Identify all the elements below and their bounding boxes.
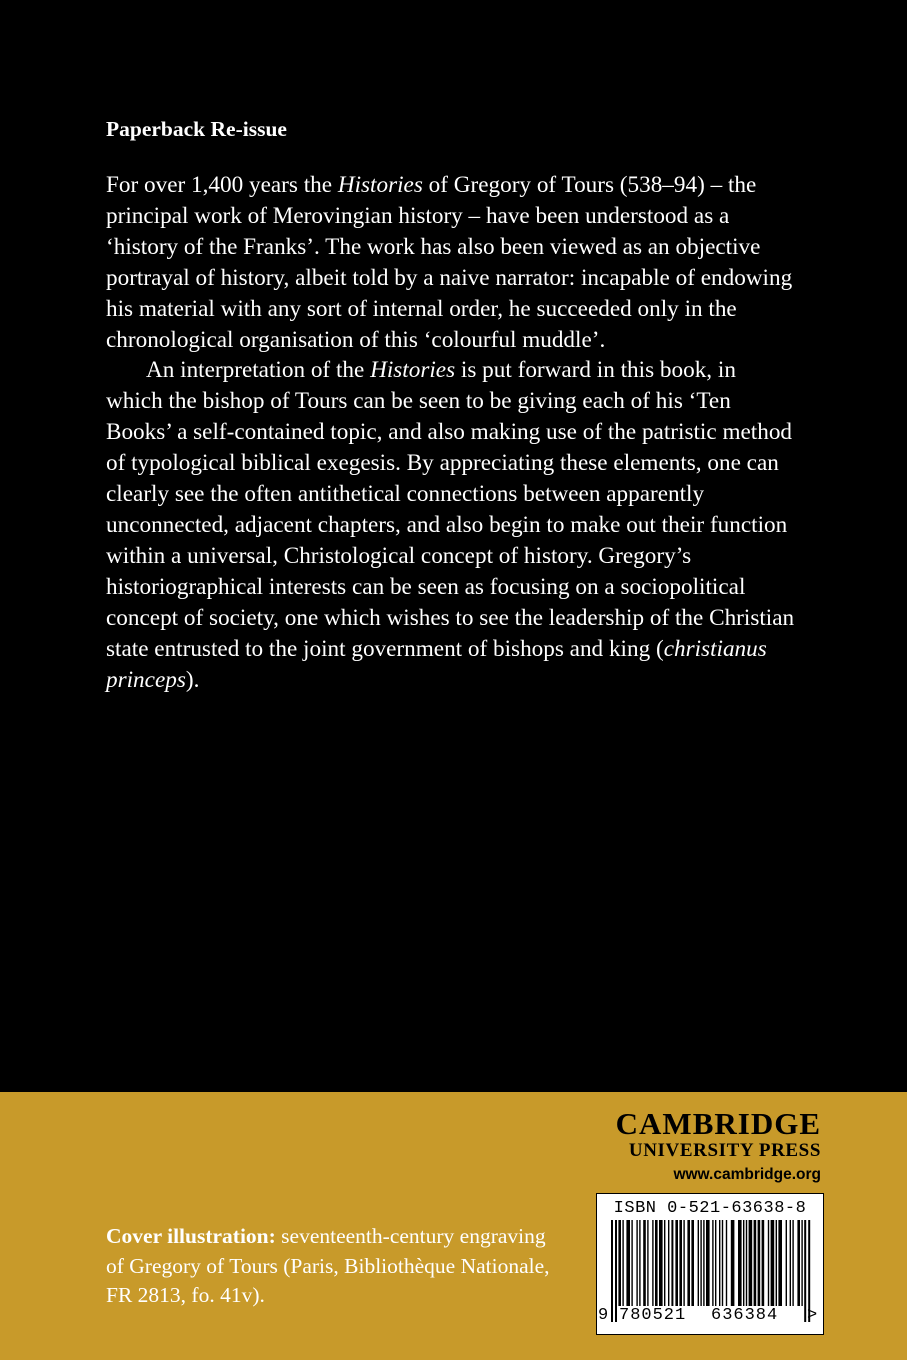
credit-text: seventeenth-century engraving of Gregory of Tours (Paris, Bibliothèque Nationale, FR 2813, fo. 41v). bbox=[106, 1224, 550, 1307]
barcode-bar bbox=[762, 1220, 765, 1306]
publisher-block bbox=[616, 1108, 821, 1186]
barcode-bar bbox=[668, 1220, 669, 1306]
blurb-p2-part-2: Histories bbox=[370, 357, 456, 384]
blurb-text bbox=[106, 170, 796, 695]
blurb-p2-part-4: christianus princeps bbox=[106, 635, 767, 693]
blurb-paragraph-1 bbox=[106, 170, 796, 355]
barcode-bar bbox=[749, 1220, 753, 1306]
barcode-bar bbox=[726, 1220, 727, 1306]
barcode-bar bbox=[618, 1220, 621, 1306]
blurb-p1-part-3: of Gregory of Tours (538–94) – the principal work of Merovingian history – have been understood as a ‘history of the Franks’. The work has also been viewed as an objective portrayal of history, albeit told by a naive narrator: incapable of endowing his material with any sort of internal order, he succeeded only in the chronological organisation of this ‘colourful muddle’. bbox=[106, 172, 793, 353]
barcode-bar bbox=[687, 1220, 690, 1306]
barcode-bar bbox=[771, 1220, 775, 1306]
barcode-bar bbox=[804, 1220, 806, 1322]
barcode-bar bbox=[683, 1220, 684, 1306]
blurb-p1-part-2: Histories bbox=[337, 172, 423, 198]
barcode-bar bbox=[703, 1220, 704, 1306]
ean-first-digit: 9 bbox=[598, 1306, 609, 1325]
barcode-bar bbox=[790, 1220, 791, 1306]
barcode-bar bbox=[712, 1220, 713, 1306]
blurb-p2-part-1: An interpretation of the bbox=[146, 357, 371, 384]
blurb-p1-part-1: For over 1,400 years the bbox=[106, 172, 338, 198]
publisher-url: www.cambridge.org bbox=[673, 1166, 821, 1183]
ean-left-group: 780521 bbox=[619, 1306, 687, 1325]
barcode-bar bbox=[746, 1220, 747, 1306]
barcode-bar bbox=[758, 1220, 761, 1306]
barcode-bar bbox=[679, 1220, 682, 1306]
barcode-bar bbox=[786, 1220, 787, 1306]
barcode-bar bbox=[700, 1220, 701, 1306]
ean-right-group: 636384 bbox=[711, 1306, 779, 1325]
barcode-bar bbox=[652, 1220, 653, 1306]
barcode-bar bbox=[738, 1220, 742, 1306]
barcode-bar bbox=[631, 1220, 632, 1306]
barcode-bar bbox=[768, 1220, 769, 1306]
blurb-p2-part-5: ). bbox=[185, 666, 200, 693]
barcode-bar bbox=[776, 1220, 777, 1306]
reissue-label: Paperback Re-issue bbox=[106, 117, 287, 141]
isbn-barcode bbox=[596, 1193, 824, 1335]
credit-label: Cover illustration: bbox=[106, 1224, 276, 1248]
barcode-bar bbox=[664, 1220, 665, 1306]
publisher-name: CAMBRIDGE bbox=[615, 1106, 821, 1141]
barcode-bar bbox=[731, 1220, 735, 1306]
barcode-bar bbox=[797, 1220, 800, 1306]
publisher-subtitle: UNIVERSITY PRESS bbox=[628, 1140, 821, 1161]
barcode-bar bbox=[715, 1220, 716, 1306]
barcode-bar bbox=[698, 1220, 699, 1306]
barcode-bar bbox=[801, 1220, 802, 1306]
barcode-bar bbox=[754, 1220, 757, 1306]
barcode-bar bbox=[636, 1220, 637, 1306]
barcode-bar bbox=[743, 1220, 744, 1306]
barcode-bar bbox=[778, 1220, 782, 1306]
barcode-bar bbox=[659, 1220, 663, 1306]
barcode-bar bbox=[722, 1220, 723, 1306]
barcode-bar bbox=[643, 1220, 646, 1306]
barcode-bar bbox=[639, 1220, 640, 1306]
barcode-bar bbox=[691, 1220, 694, 1306]
barcode-bar bbox=[792, 1220, 793, 1306]
barcode-bar bbox=[719, 1220, 720, 1306]
blurb-paragraph-2 bbox=[106, 355, 796, 695]
barcode-bar bbox=[675, 1220, 678, 1306]
blurb-p2-part-3: is put forward in this book, in which the bishop of Tours can be seen to be giving each of his ‘Ten Books’ a self-contained topic, and also making use of the patristic method of typological biblical exegesis. By appreciating these elements, one can clearly see the often antithetical connections between apparently unconnected, adjacent chapters, and also begin to make out their function within a universal, Christological concept of history. Gregory’s historiographical interests can be seen as focusing on a sociopolitical concept of society, one which wishes to see the leadership of the Christian state entrusted to the joint government of bishops and king ( bbox=[106, 357, 795, 662]
barcode-bar bbox=[622, 1220, 623, 1306]
ean-arrow: > bbox=[807, 1306, 818, 1325]
barcode-bar bbox=[655, 1220, 658, 1306]
barcode-bar bbox=[706, 1220, 710, 1306]
barcode-bar bbox=[647, 1220, 648, 1306]
barcode-bar bbox=[626, 1220, 630, 1306]
barcode-bar bbox=[611, 1220, 613, 1322]
cover-credit bbox=[106, 1222, 566, 1311]
isbn-text: ISBN 0-521-63638-8 bbox=[613, 1199, 807, 1218]
